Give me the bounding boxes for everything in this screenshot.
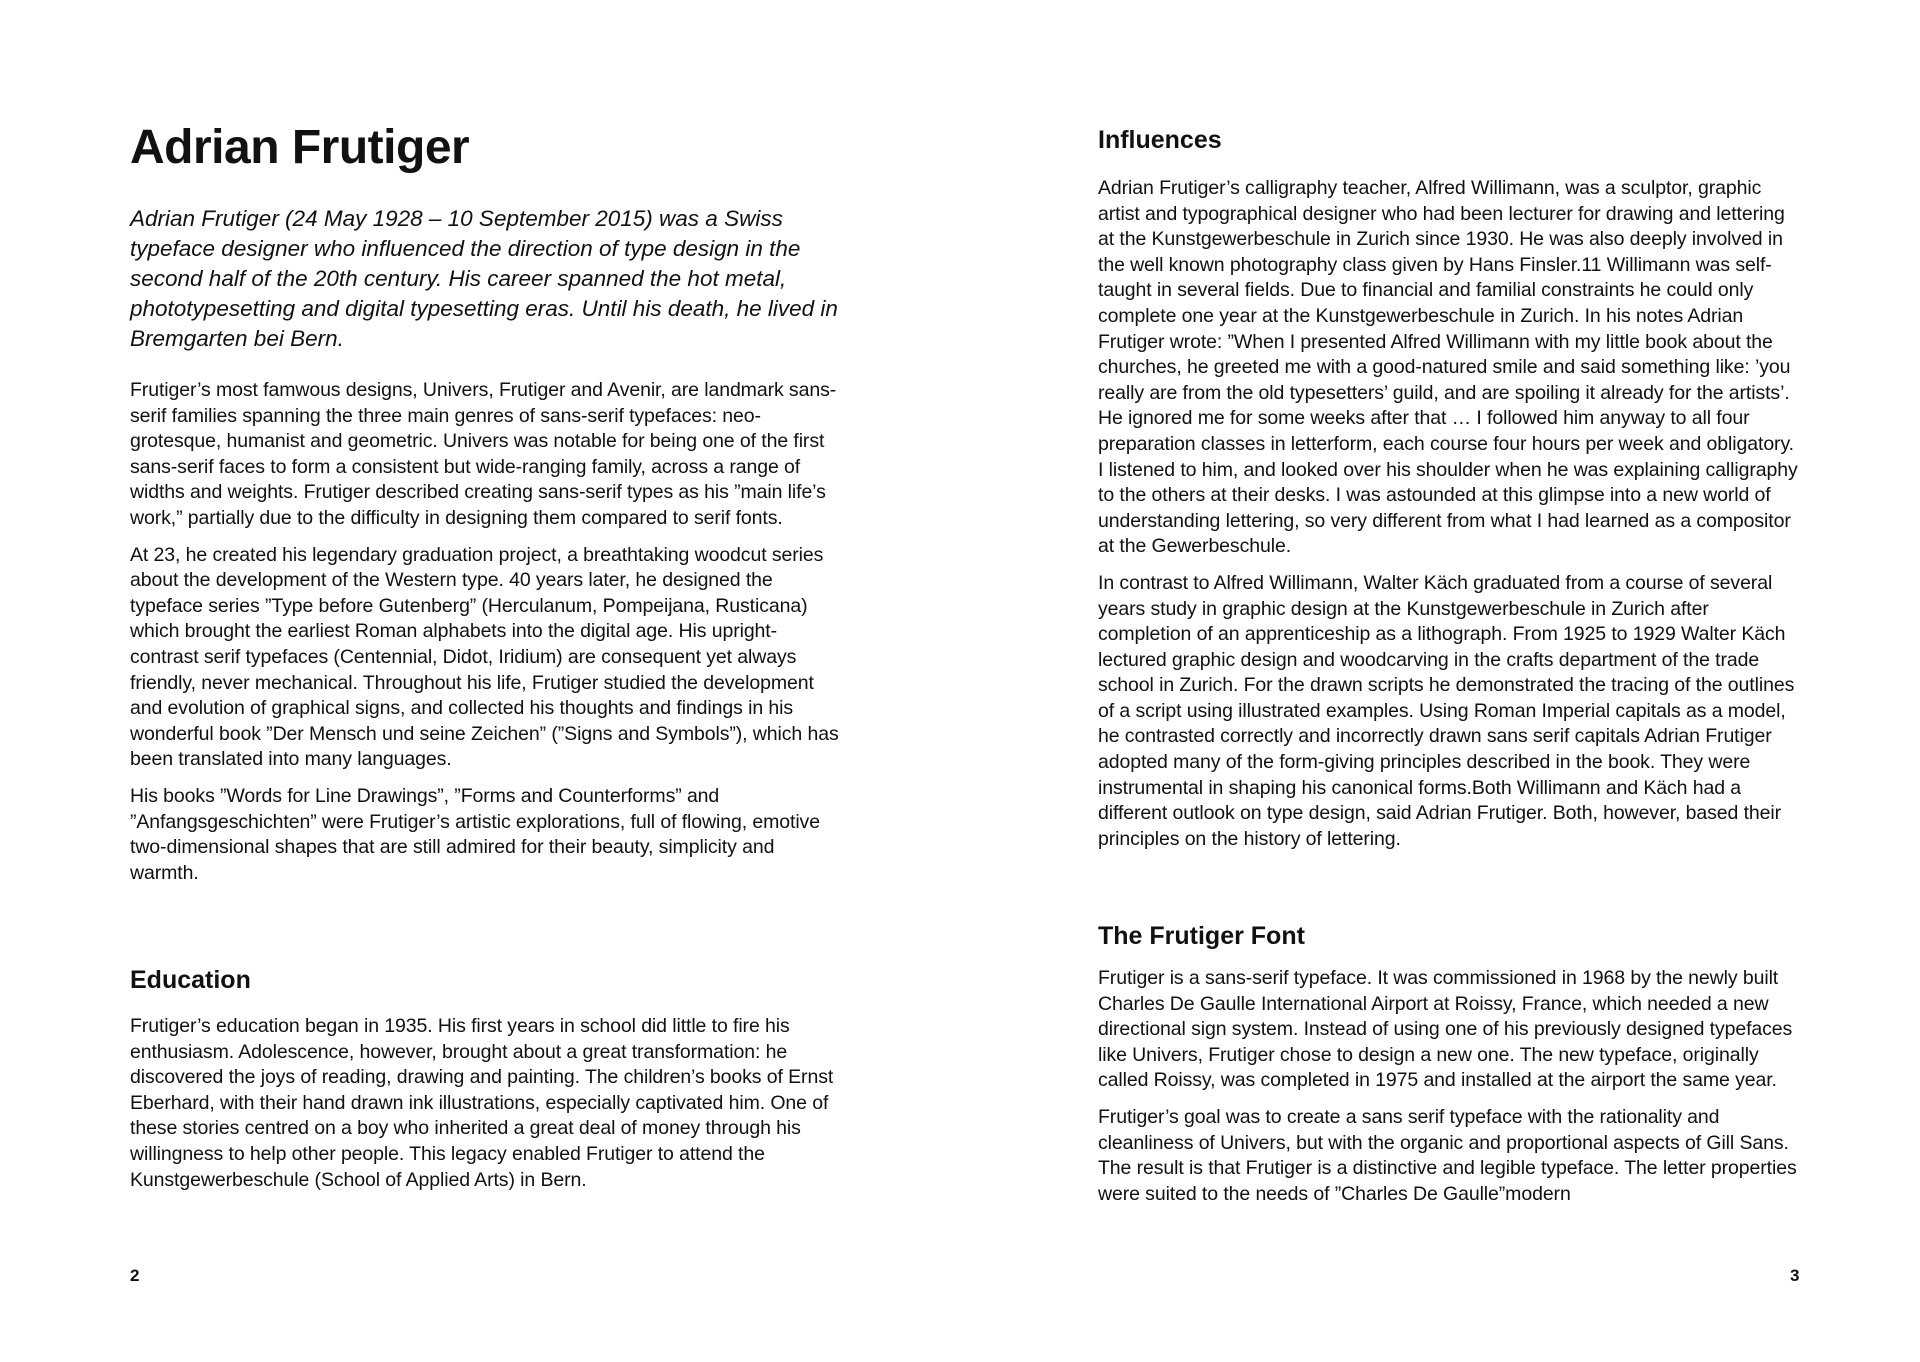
influences-body [1098,176,1798,863]
body-paragraph: At 23, he created his legendary graduation project, a breathtaking woodcut series about the development of the Western type. 40 years later, he designed the typeface series ”Type before Gutenberg” (Herculanum, Pompeijana, Rusticana) which brought the earliest Roman alphabets into the digital age. His upright-contrast serif typefaces (Centennial, Didot, Iridium) are consequent yet always friendly, never mechanical. Throughout his life, Frutiger studied the development and evolution of graphical signs, and collected his thoughts and findings in his wonderful book ”Der Mensch und seine Zeichen” (”Signs and Symbols”), which has been translated into many languages. [130,543,839,771]
body-paragraph: Frutiger’s education began in 1935. His first years in school did little to fire his enthusiasm. Adolescence, however, brought about a great transformation: he discovered the joys of reading, drawing and painting. The children’s books of Ernst Eberhard, with their hand drawn ink illustrations, especially captivated him. One of these stories centred on a boy who inherited a great deal of money through his willingness to help other people. This legacy enabled Frutiger to attend the Kunstgewerbeschule (School of Applied Arts) in Bern. [130,1015,834,1191]
page-number-left: 2 [130,1266,140,1285]
left-page [130,0,850,1362]
education-heading: Education [130,966,251,994]
lead-paragraph: Adrian Frutiger (24 May 1928 – 10 September 2015) was a Swiss typeface designer who influenced the direction of type design in the second half of the 20th century. His career spanned the hot metal, phototypesetting and digital typesetting eras. Until his death, he lived in Bremgarten bei Bern. [130,206,838,351]
right-page [1098,0,1808,1362]
influences-heading: Influences [1098,126,1222,154]
frutiger-font-body [1098,966,1808,1218]
frutiger-font-heading: The Frutiger Font [1098,922,1305,950]
body-paragraph: Adrian Frutiger’s calligraphy teacher, Alfred Willimann, was a sculptor, graphic artist and typographical designer who had been lecturer for drawing and lettering at the Kunstgewerbeschule in Zurich since 1930. He was also deeply involved in the well known photography class given by Hans Finsler.11 Willimann was self-taught in several fields. Due to financial and familial constraints he could only complete one year at the Kunstgewerbeschule in Zurich. In his notes Adrian Frutiger wrote: ”When I presented Alfred Willimann with my little book about the churches, he greeted me with a good-natured smile and said something like: ’you really are from the old typesetters’ guild, and are spoiling it already for the artists’. He ignored me for some weeks after that … I followed him anyway to all four preparation classes in letterform, each course four hours per week and obligatory. I listened to him, and looked over his shoulder when he was explaining calligraphy to the others at their desks. I was astounded at this glimpse into a new world of understanding lettering, so very different from what I had learned as a compositor at the Gewerbeschule. [1098,177,1798,558]
body-paragraph: In contrast to Alfred Willimann, Walter Käch graduated from a course of several years study in graphic design at the Kunstgewerbeschule in Zurich after completion of an apprenticeship as a lithograph. From 1925 to 1929 Walter Käch lectured graphic design and woodcarving in the crafts department of the trade school in Zurich. For the drawn scripts he demonstrated the tracing of the outlines of a script using illustrated examples. Using Roman Imperial capitals as a model, he contrasted correctly and incorrectly drawn sans serif capitals Adrian Frutiger adopted many of the form-giving principles described in the book. They were instrumental in shaping his canonical forms.Both Willimann and Käch had a different outlook on type design, said Adrian Frutiger. Both, however, based their principles on the history of lettering. [1098,571,1795,850]
page-title: Adrian Frutiger [130,121,470,174]
body-paragraph: His books ”Words for Line Drawings”, ”Forms and Counterforms” and ”Anfangsgeschichten” were Frutiger’s artistic explorations, full of flowing, emotive two-dimensional shapes that are still admired for their beauty, simplicity and warmth. [130,784,820,884]
intro-body [130,378,840,897]
body-paragraph: Frutiger is a sans-serif typeface. It was commissioned in 1968 by the newly built Charles De Gaulle International Airport at Roissy, France, which needed a new directional sign system. Instead of using one of his previously designed typefaces like Univers, Frutiger chose to design a new one. The new typeface, originally called Roissy, was completed in 1975 and installed at the airport the same year. [1098,967,1793,1092]
body-paragraph: Frutiger’s most famwous designs, Univers, Frutiger and Avenir, are landmark sans-serif families spanning the three main genres of sans-serif typefaces: neo-grotesque, humanist and geometric. Univers was notable for being one of the first sans-serif faces to form a consistent but wide-ranging family, across a range of widths and weights. Frutiger described creating sans-serif types as his ”main life’s work,” partially due to the difficulty in designing them compared to serif fonts. [130,379,837,529]
education-body [130,1014,840,1204]
body-paragraph: Frutiger’s goal was to create a sans serif typeface with the rationality and cleanliness of Univers, but with the organic and proportional aspects of Gill Sans. The result is that Frutiger is a distinctive and legible typeface. The letter properties were suited to the needs of ”Charles De Gaulle”modern [1098,1105,1797,1205]
page-number-right: 3 [1790,1266,1800,1285]
